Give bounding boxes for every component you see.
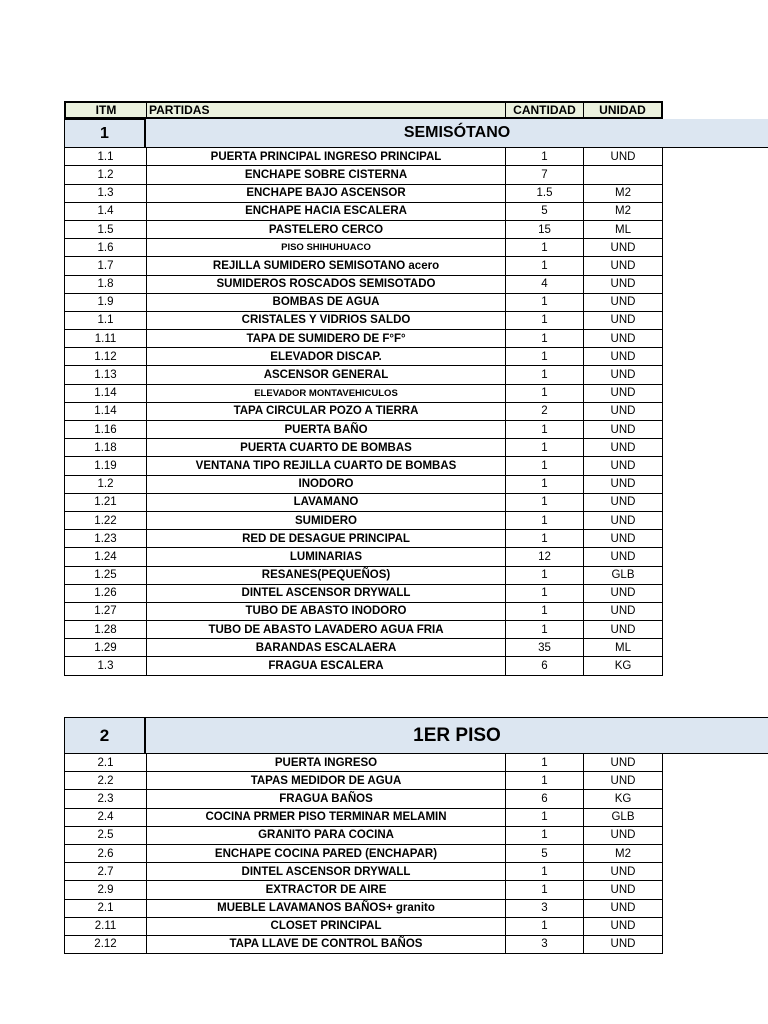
- cell-unidad: UND: [583, 385, 663, 403]
- cell-partida: TAPA DE SUMIDERO DE F°F°: [146, 330, 505, 348]
- header-itm: ITM: [64, 101, 146, 119]
- cell-partida: FRAGUA BAÑOS: [146, 790, 505, 808]
- cell-partida: PUERTA PRINCIPAL INGRESO PRINCIPAL: [146, 148, 505, 166]
- cell-unidad: GLB: [583, 809, 663, 827]
- cell-cantidad: 2: [505, 403, 583, 421]
- cell-unidad: [583, 166, 663, 184]
- cell-itm: 2.12: [64, 936, 146, 954]
- cell-itm: 1.24: [64, 548, 146, 566]
- cell-itm: 1.29: [64, 639, 146, 657]
- cell-partida: GRANITO PARA COCINA: [146, 827, 505, 845]
- cell-cantidad: 4: [505, 276, 583, 294]
- cell-cantidad: 1: [505, 257, 583, 275]
- header-partidas: PARTIDAS: [146, 101, 505, 119]
- cell-cantidad: 3: [505, 936, 583, 954]
- cell-cantidad: 1: [505, 294, 583, 312]
- cell-unidad: UND: [583, 148, 663, 166]
- cell-unidad: M2: [583, 845, 663, 863]
- cell-cantidad: 5: [505, 845, 583, 863]
- cell-cantidad: 1: [505, 476, 583, 494]
- cell-itm: 1.6: [64, 239, 146, 257]
- cell-unidad: M2: [583, 185, 663, 203]
- cell-itm: 1.21: [64, 494, 146, 512]
- cell-itm: 2.5: [64, 827, 146, 845]
- cell-unidad: UND: [583, 881, 663, 899]
- cell-partida: ELEVADOR MONTAVEHICULOS: [146, 385, 505, 403]
- cell-partida: ENCHAPE BAJO ASCENSOR: [146, 185, 505, 203]
- header-unidad: UNIDAD: [583, 101, 663, 119]
- cell-cantidad: 6: [505, 657, 583, 675]
- cell-itm: 1.2: [64, 476, 146, 494]
- cell-cantidad: 35: [505, 639, 583, 657]
- cell-itm: 1.27: [64, 603, 146, 621]
- cell-unidad: UND: [583, 366, 663, 384]
- cell-itm: 2.6: [64, 845, 146, 863]
- cell-cantidad: 1: [505, 494, 583, 512]
- cell-cantidad: 7: [505, 166, 583, 184]
- cell-cantidad: 1: [505, 881, 583, 899]
- cell-itm: 1.28: [64, 621, 146, 639]
- cell-unidad: UND: [583, 772, 663, 790]
- cell-itm: 1.1: [64, 148, 146, 166]
- cell-partida: ELEVADOR DISCAP.: [146, 348, 505, 366]
- section-number: 1: [64, 119, 146, 148]
- cell-cantidad: 1.5: [505, 185, 583, 203]
- cell-unidad: UND: [583, 494, 663, 512]
- cell-partida: TAPA LLAVE DE CONTROL BAÑOS: [146, 936, 505, 954]
- cell-partida: TUBO DE ABASTO INODORO: [146, 603, 505, 621]
- cell-unidad: UND: [583, 421, 663, 439]
- cell-unidad: UND: [583, 294, 663, 312]
- cell-itm: 2.4: [64, 809, 146, 827]
- cell-unidad: UND: [583, 754, 663, 772]
- cell-cantidad: 1: [505, 385, 583, 403]
- cell-unidad: UND: [583, 276, 663, 294]
- cell-cantidad: 1: [505, 754, 583, 772]
- cell-partida: SUMIDERO: [146, 512, 505, 530]
- section-number: 2: [64, 717, 146, 754]
- cell-cantidad: 1: [505, 239, 583, 257]
- cell-unidad: GLB: [583, 567, 663, 585]
- cell-partida: RED DE DESAGUE PRINCIPAL: [146, 530, 505, 548]
- cell-partida: MUEBLE LAVAMANOS BAÑOS+ granito: [146, 900, 505, 918]
- cell-unidad: UND: [583, 239, 663, 257]
- cell-itm: 1.23: [64, 530, 146, 548]
- cell-unidad: ML: [583, 639, 663, 657]
- cell-itm: 1.5: [64, 221, 146, 239]
- cell-itm: 1.11: [64, 330, 146, 348]
- cell-cantidad: 1: [505, 530, 583, 548]
- cell-unidad: UND: [583, 348, 663, 366]
- cell-partida: ENCHAPE HACIA ESCALERA: [146, 203, 505, 221]
- cell-unidad: UND: [583, 936, 663, 954]
- section-title: SEMISÓTANO: [146, 119, 768, 148]
- cell-partida: VENTANA TIPO REJILLA CUARTO DE BOMBAS: [146, 457, 505, 475]
- cell-itm: 1.2: [64, 166, 146, 184]
- cell-partida: FRAGUA ESCALERA: [146, 657, 505, 675]
- cell-itm: 1.25: [64, 567, 146, 585]
- cell-itm: 1.16: [64, 421, 146, 439]
- cell-itm: 1.18: [64, 439, 146, 457]
- cell-partida: LUMINARIAS: [146, 548, 505, 566]
- cell-cantidad: 1: [505, 918, 583, 936]
- cell-partida: TUBO DE ABASTO LAVADERO AGUA FRIA: [146, 621, 505, 639]
- cell-cantidad: 1: [505, 772, 583, 790]
- cell-partida: TAPAS MEDIDOR DE AGUA: [146, 772, 505, 790]
- cell-partida: PASTELERO CERCO: [146, 221, 505, 239]
- cell-unidad: UND: [583, 457, 663, 475]
- cell-itm: 2.3: [64, 790, 146, 808]
- cell-itm: 2.9: [64, 881, 146, 899]
- cell-unidad: UND: [583, 863, 663, 881]
- header-cantidad: CANTIDAD: [505, 101, 583, 119]
- cell-unidad: UND: [583, 900, 663, 918]
- cell-partida: CRISTALES Y VIDRIOS SALDO: [146, 312, 505, 330]
- cell-cantidad: 1: [505, 148, 583, 166]
- cell-partida: TAPA CIRCULAR POZO A TIERRA: [146, 403, 505, 421]
- cell-cantidad: 12: [505, 548, 583, 566]
- cell-cantidad: 1: [505, 863, 583, 881]
- cell-unidad: UND: [583, 403, 663, 421]
- cell-unidad: UND: [583, 512, 663, 530]
- cell-unidad: UND: [583, 585, 663, 603]
- cell-cantidad: 3: [505, 900, 583, 918]
- cell-itm: 1.3: [64, 657, 146, 675]
- cell-itm: 1.7: [64, 257, 146, 275]
- cell-unidad: UND: [583, 548, 663, 566]
- cell-cantidad: 1: [505, 366, 583, 384]
- cell-partida: EXTRACTOR DE AIRE: [146, 881, 505, 899]
- cell-unidad: UND: [583, 530, 663, 548]
- cell-partida: ENCHAPE SOBRE CISTERNA: [146, 166, 505, 184]
- cell-itm: 1.1: [64, 312, 146, 330]
- cell-cantidad: 1: [505, 621, 583, 639]
- cell-partida: ASCENSOR GENERAL: [146, 366, 505, 384]
- cell-cantidad: 1: [505, 348, 583, 366]
- cell-cantidad: 1: [505, 330, 583, 348]
- cell-itm: 2.2: [64, 772, 146, 790]
- cell-cantidad: 1: [505, 567, 583, 585]
- cell-partida: DINTEL ASCENSOR DRYWALL: [146, 863, 505, 881]
- cell-unidad: UND: [583, 827, 663, 845]
- cell-itm: 1.9: [64, 294, 146, 312]
- cell-itm: 1.3: [64, 185, 146, 203]
- cell-partida: SUMIDEROS ROSCADOS SEMISOTADO: [146, 276, 505, 294]
- cell-cantidad: 5: [505, 203, 583, 221]
- cell-partida: REJILLA SUMIDERO SEMISOTANO acero: [146, 257, 505, 275]
- cell-unidad: KG: [583, 657, 663, 675]
- cell-cantidad: 1: [505, 421, 583, 439]
- cell-itm: 1.13: [64, 366, 146, 384]
- cell-partida: DINTEL ASCENSOR DRYWALL: [146, 585, 505, 603]
- cell-itm: 1.14: [64, 403, 146, 421]
- cell-unidad: UND: [583, 918, 663, 936]
- cell-unidad: UND: [583, 603, 663, 621]
- cell-itm: 2.1: [64, 900, 146, 918]
- cell-partida: RESANES(PEQUEÑOS): [146, 567, 505, 585]
- cell-partida: PUERTA INGRESO: [146, 754, 505, 772]
- cell-partida: BOMBAS DE AGUA: [146, 294, 505, 312]
- cell-partida: PUERTA BAÑO: [146, 421, 505, 439]
- cell-partida: CLOSET PRINCIPAL: [146, 918, 505, 936]
- cell-unidad: UND: [583, 330, 663, 348]
- cell-itm: 2.11: [64, 918, 146, 936]
- cell-itm: 1.8: [64, 276, 146, 294]
- cell-itm: 1.22: [64, 512, 146, 530]
- cell-unidad: UND: [583, 621, 663, 639]
- cell-cantidad: 15: [505, 221, 583, 239]
- cell-partida: COCINA PRMER PISO TERMINAR MELAMIN: [146, 809, 505, 827]
- cell-partida: ENCHAPE COCINA PARED (ENCHAPAR): [146, 845, 505, 863]
- cell-itm: 2.1: [64, 754, 146, 772]
- cell-partida: LAVAMANO: [146, 494, 505, 512]
- cell-itm: 1.4: [64, 203, 146, 221]
- cell-unidad: UND: [583, 476, 663, 494]
- cell-partida: INODORO: [146, 476, 505, 494]
- cell-itm: 1.19: [64, 457, 146, 475]
- cell-unidad: ML: [583, 221, 663, 239]
- cell-partida: BARANDAS ESCALAERA: [146, 639, 505, 657]
- cell-cantidad: 1: [505, 512, 583, 530]
- cell-itm: 1.12: [64, 348, 146, 366]
- cell-itm: 1.14: [64, 385, 146, 403]
- cell-cantidad: 1: [505, 603, 583, 621]
- cell-partida: PISO SHIHUHUACO: [146, 239, 505, 257]
- cell-unidad: M2: [583, 203, 663, 221]
- cell-unidad: UND: [583, 312, 663, 330]
- cell-cantidad: 1: [505, 457, 583, 475]
- cell-partida: PUERTA CUARTO DE BOMBAS: [146, 439, 505, 457]
- section-title: 1ER PISO: [146, 717, 768, 754]
- cell-cantidad: 1: [505, 439, 583, 457]
- cell-cantidad: 1: [505, 809, 583, 827]
- cell-unidad: UND: [583, 439, 663, 457]
- cell-cantidad: 6: [505, 790, 583, 808]
- cell-unidad: UND: [583, 257, 663, 275]
- cell-cantidad: 1: [505, 585, 583, 603]
- cell-cantidad: 1: [505, 827, 583, 845]
- cell-cantidad: 1: [505, 312, 583, 330]
- cell-itm: 2.7: [64, 863, 146, 881]
- cell-itm: 1.26: [64, 585, 146, 603]
- cell-unidad: KG: [583, 790, 663, 808]
